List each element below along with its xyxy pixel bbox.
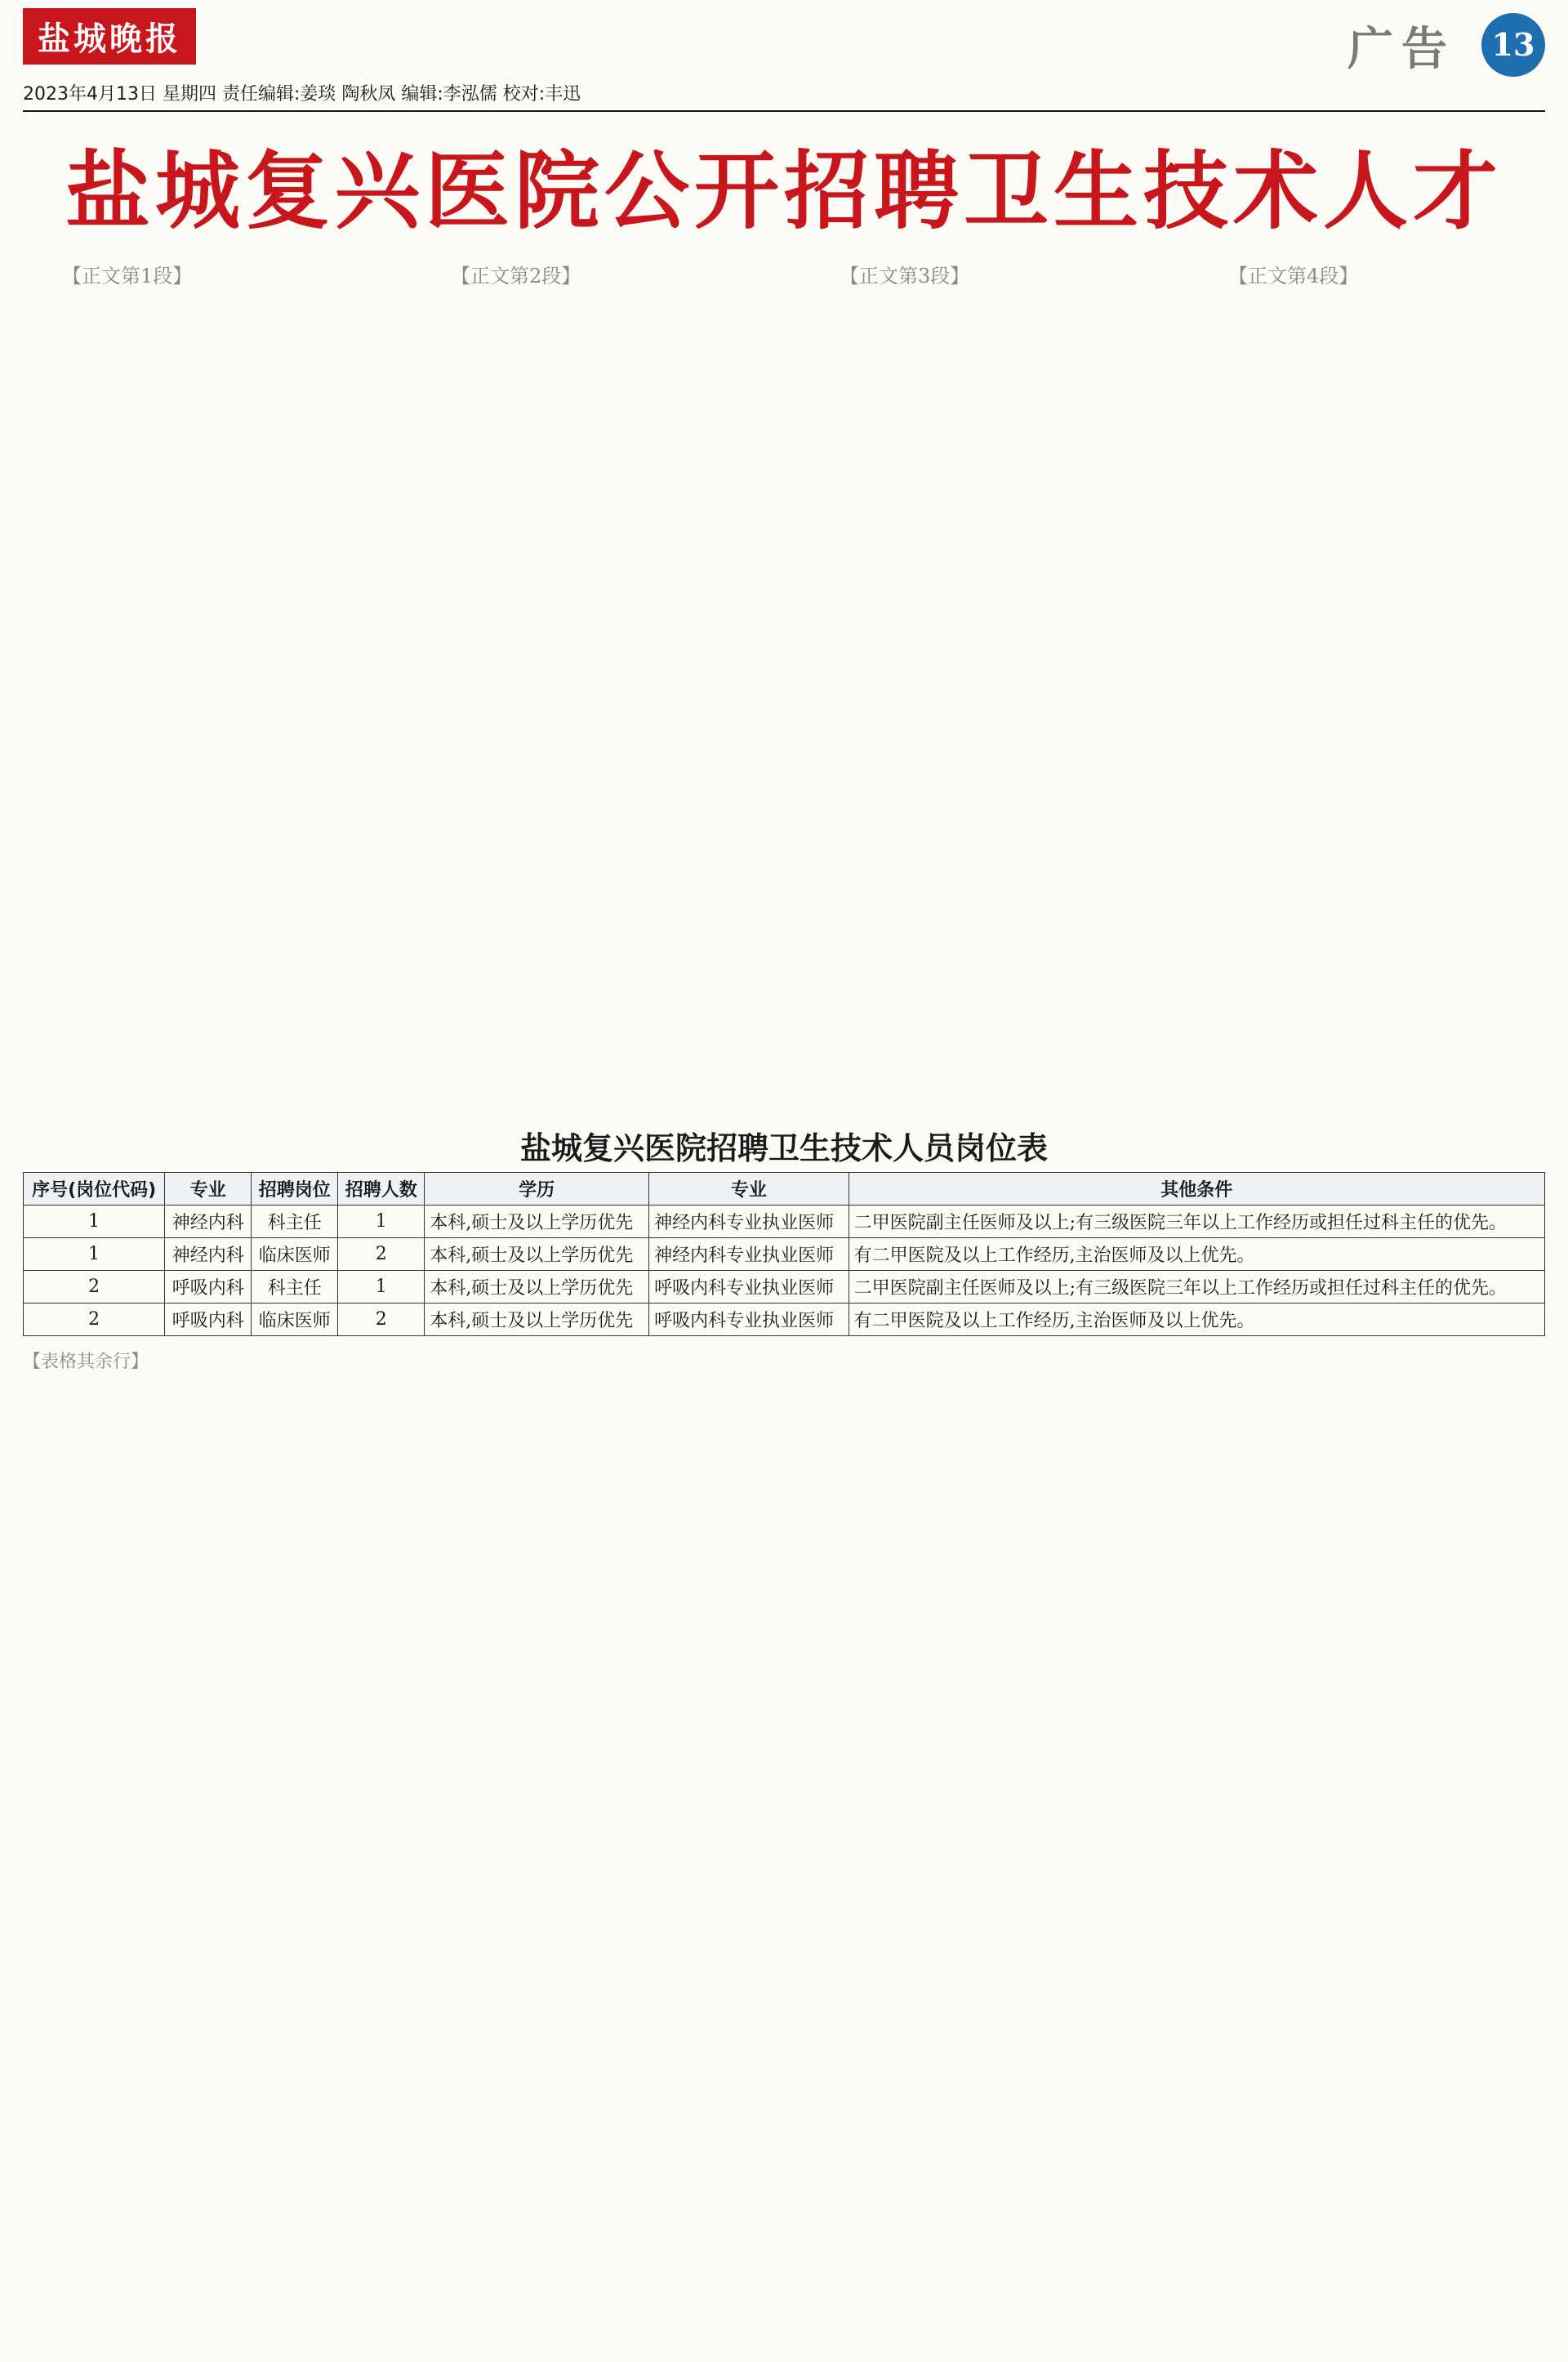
table-header: 专业 (649, 1173, 849, 1206)
table-header-row (24, 1173, 1545, 1206)
table-cell: 呼吸内科专业执业医师 (649, 1304, 849, 1336)
table-row (24, 1271, 1545, 1304)
article-body (23, 261, 1545, 1111)
article-paragraph: 【正文第1段】 (62, 265, 193, 287)
table-header: 专业 (165, 1173, 252, 1206)
table-cell: 本科,硕士及以上学历优先 (425, 1206, 649, 1238)
table-header: 序号(岗位代码) (24, 1173, 165, 1206)
article-paragraph: 【正文第2段】 (451, 265, 581, 287)
table-title: 盐城复兴医院招聘卫生技术人员岗位表 (519, 1130, 1048, 1166)
table-cell: 呼吸内科 (165, 1271, 252, 1304)
table-cell: 二甲医院副主任医师及以上;有三级医院三年以上工作经历或担任过科主任的优先。 (849, 1271, 1544, 1304)
table-header: 招聘岗位 (252, 1173, 338, 1206)
positions-table (23, 1172, 1545, 1336)
table-cell: 呼吸内科 (165, 1304, 252, 1336)
table-cell: 1 (24, 1206, 165, 1238)
page-number-badge: 13 (1481, 13, 1545, 77)
table-cell: 科主任 (252, 1271, 338, 1304)
table-cell: 临床医师 (252, 1304, 338, 1336)
table-cell: 神经内科专业执业医师 (649, 1206, 849, 1238)
table-header: 其他条件 (849, 1173, 1544, 1206)
page-title: 盐城复兴医院公开招聘卫生技术人才 (65, 141, 1503, 241)
newspaper-logo: 盐城晚报 (23, 8, 196, 65)
table-cell: 神经内科专业执业医师 (649, 1238, 849, 1271)
table-cell: 神经内科 (165, 1238, 252, 1271)
table-cell: 本科,硕士及以上学历优先 (425, 1238, 649, 1271)
table-cell: 1 (338, 1206, 425, 1238)
table-cell: 本科,硕士及以上学历优先 (425, 1271, 649, 1304)
section-label: 广告 (1348, 22, 1455, 76)
masthead (23, 8, 1545, 75)
positions-table-wrapper (23, 1172, 1545, 1373)
table-cell: 2 (338, 1238, 425, 1271)
table-header: 学历 (425, 1173, 649, 1206)
table-row (24, 1238, 1545, 1271)
table-remaining-rows-note: 【表格其余行】 (23, 1352, 149, 1372)
table-cell: 科主任 (252, 1206, 338, 1238)
table-cell: 神经内科 (165, 1206, 252, 1238)
table-cell: 有二甲医院及以上工作经历,主治医师及以上优先。 (849, 1238, 1544, 1271)
table-cell: 本科,硕士及以上学历优先 (425, 1304, 649, 1336)
table-cell: 2 (24, 1304, 165, 1336)
table-cell: 1 (24, 1238, 165, 1271)
table-row (24, 1304, 1545, 1336)
table-cell: 呼吸内科专业执业医师 (649, 1271, 849, 1304)
table-cell: 2 (24, 1271, 165, 1304)
table-row (24, 1206, 1545, 1238)
dateline: 2023年4月13日 星期四 责任编辑:姜琰 陶秋凤 编辑:李泓儒 校对:丰迅 (23, 80, 1545, 112)
table-cell: 2 (338, 1304, 425, 1336)
table-cell: 1 (338, 1271, 425, 1304)
table-header: 招聘人数 (338, 1173, 425, 1206)
article-paragraph: 【正文第3段】 (840, 265, 970, 287)
table-cell: 临床医师 (252, 1238, 338, 1271)
table-cell: 二甲医院副主任医师及以上;有三级医院三年以上工作经历或担任过科主任的优先。 (849, 1206, 1544, 1238)
table-cell: 有二甲医院及以上工作经历,主治医师及以上优先。 (849, 1304, 1544, 1336)
article-paragraph: 【正文第4段】 (1228, 265, 1359, 287)
